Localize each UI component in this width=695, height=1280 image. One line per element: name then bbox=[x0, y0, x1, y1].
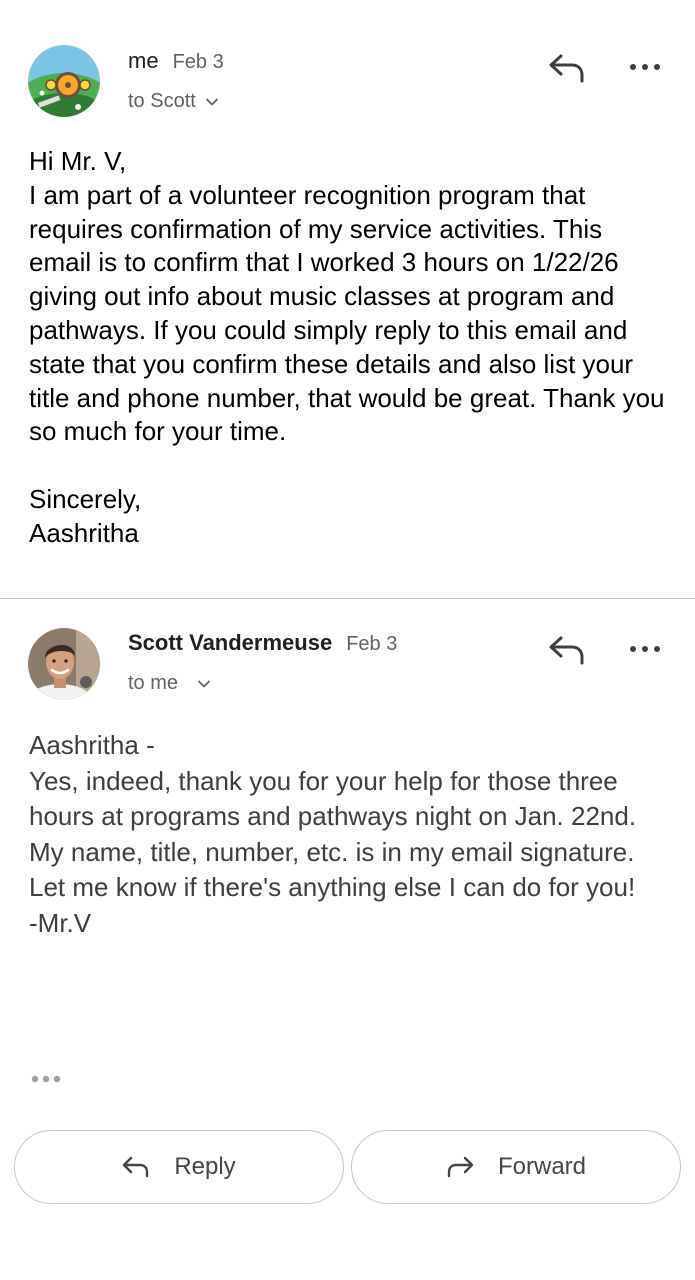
more-horizontal-icon[interactable] bbox=[628, 644, 662, 654]
message-body: Hi Mr. V, I am part of a volunteer recognition program that requires confirmation of my service activities. This email is to confirm that I worked 3 hours on 1/22/26 giving out info about music classes at program and pathways. If you could simply reply to this email and state that you confirm these details and also list your title and phone number, that would be great. Thank you so much for your time. Sincerely, Aashritha bbox=[29, 146, 665, 548]
sender-name: me bbox=[128, 48, 159, 73]
message-divider bbox=[0, 598, 695, 599]
sender-name: Scott Vandermeuse bbox=[128, 630, 333, 655]
message-body: Aashritha - Yes, indeed, thank you for your help for those three hours at programs and pathways night on Jan. 22nd. My name, title, number, etc. is in my email signature. Let me know if there's anything else I can do for you! -Mr.V bbox=[29, 730, 637, 938]
reply-button[interactable] bbox=[14, 1130, 344, 1204]
message-date: Feb 3 bbox=[346, 633, 398, 655]
forward-arrow-icon bbox=[446, 1155, 474, 1179]
chevron-down-icon bbox=[204, 94, 220, 110]
more-horizontal-icon[interactable] bbox=[628, 62, 662, 72]
person-photo-avatar-icon[interactable] bbox=[28, 628, 100, 700]
reply-arrow-icon[interactable] bbox=[548, 634, 586, 666]
message-2 bbox=[0, 600, 695, 1280]
chevron-down-icon bbox=[196, 676, 212, 692]
recipients-label: to me bbox=[128, 672, 179, 694]
forward-button-label: Forward bbox=[497, 1153, 587, 1180]
recipients-toggle[interactable] bbox=[128, 672, 212, 695]
sender-row bbox=[128, 630, 397, 656]
reply-button-label: Reply bbox=[174, 1153, 236, 1180]
recipients-label: to Scott bbox=[128, 90, 196, 112]
forward-button[interactable] bbox=[351, 1130, 681, 1204]
sender-row bbox=[128, 48, 224, 74]
reply-arrow-icon bbox=[122, 1155, 150, 1179]
message-1 bbox=[0, 0, 695, 598]
message-date: Feb 3 bbox=[172, 51, 224, 73]
show-trimmed-content-icon[interactable] bbox=[30, 1072, 62, 1086]
reply-arrow-icon[interactable] bbox=[548, 52, 586, 84]
hobbit-hole-avatar-icon[interactable] bbox=[28, 45, 100, 117]
recipients-toggle[interactable] bbox=[128, 90, 220, 113]
